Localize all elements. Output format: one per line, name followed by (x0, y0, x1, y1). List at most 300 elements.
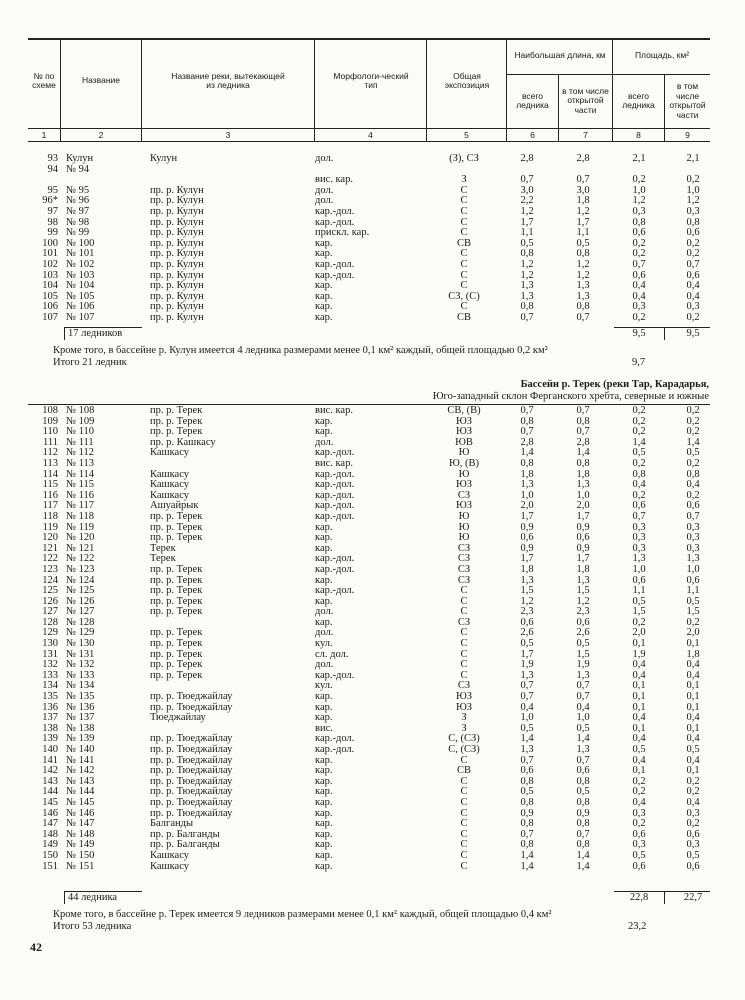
river-name: пр. р. Терек (150, 510, 203, 522)
length-total: 0,8 (520, 415, 534, 427)
length-open: 1,3 (576, 669, 590, 681)
glacier-name: № 145 (66, 796, 95, 808)
area-open: 0,4 (686, 733, 700, 745)
morph-type: вис. кар. (315, 174, 353, 186)
glacier-name: № 135 (66, 691, 95, 703)
exposure: СВ (456, 311, 471, 323)
area-open: 0,5 (686, 849, 700, 861)
river-name: пр. р. Кулун (150, 258, 204, 270)
row-number: 117 (42, 500, 58, 512)
row-number: 146 (42, 807, 58, 819)
area-total: 0,1 (632, 765, 646, 777)
river-name: пр. р. Терек (150, 405, 203, 416)
table-row (28, 576, 710, 587)
row-number: 139 (42, 733, 58, 745)
length-total: 1,3 (520, 669, 534, 681)
glacier-name: № 98 (66, 216, 90, 228)
glacier-name: № 114 (66, 468, 95, 480)
river-name: пр. р. Тюеджайлау (150, 691, 233, 703)
river-name: пр. р. Терек (150, 574, 203, 586)
river-name: пр. р. Балганды (150, 839, 220, 851)
table-row (28, 809, 710, 820)
morph-type: кул. (315, 638, 333, 650)
length-open: 0,9 (576, 542, 590, 554)
glacier-name: № 115 (66, 479, 95, 491)
length-total: 1,3 (520, 280, 534, 292)
row-number: 132 (42, 659, 58, 671)
exposure: Ю (458, 468, 470, 480)
row-number: 141 (42, 754, 58, 766)
exposure: С (460, 839, 468, 851)
area-total: 0,6 (632, 574, 646, 586)
area-open: 0,6 (686, 828, 700, 840)
exposure: С (460, 627, 468, 639)
length-total: 1,2 (520, 269, 534, 281)
row-number: 107 (42, 311, 58, 323)
exposure: СЗ (457, 680, 471, 692)
area-total: 0,1 (632, 701, 646, 713)
area-open: 0,1 (686, 722, 700, 734)
area-total: 0,2 (632, 457, 646, 469)
length-open: 1,4 (576, 849, 590, 861)
exposure: С, (СЗ) (448, 744, 480, 755)
exposure: Ю (458, 447, 470, 459)
table-row (28, 618, 710, 629)
section1-total-label: 17 ледников (68, 328, 123, 339)
area-open: 0,2 (686, 457, 700, 469)
length-open: 1,3 (576, 744, 590, 755)
morph-type: кар. (315, 860, 333, 872)
morph-type: кар. (315, 691, 333, 703)
area-total: 2,1 (632, 153, 646, 164)
table-row (28, 692, 710, 703)
area-total: 0,3 (632, 807, 646, 819)
glacier-name: № 150 (66, 849, 95, 861)
area-open: 0,8 (686, 216, 700, 228)
table-row (28, 745, 710, 756)
area-total: 0,3 (632, 542, 646, 554)
area-total: 1,5 (632, 606, 646, 618)
area-total: 0,2 (632, 311, 646, 323)
area-open: 0,3 (686, 301, 700, 313)
header-col-name: Название (82, 75, 120, 86)
exposure: Ю (458, 521, 470, 533)
morph-type: кар. (315, 828, 333, 840)
river-name: пр. р. Кулун (150, 269, 204, 281)
row-number: 118 (42, 510, 58, 522)
table-row (28, 448, 710, 459)
length-total: 0,5 (520, 237, 534, 249)
river-name: пр. р. Кашкасу (150, 436, 216, 448)
section2-itogo-value: 23,2 (628, 921, 647, 932)
area-open: 0,3 (686, 532, 700, 544)
length-open: 0,8 (576, 415, 590, 427)
table-row (28, 607, 710, 618)
glacier-name: № 105 (66, 290, 95, 302)
area-open: 0,2 (686, 786, 700, 798)
length-open: 2,3 (576, 606, 590, 618)
morph-type: прискл. кар. (315, 227, 370, 239)
morph-type: кар.-дол. (315, 258, 355, 270)
area-total: 0,2 (632, 237, 646, 249)
area-total: 0,5 (632, 849, 646, 861)
table-row (28, 671, 710, 682)
length-open: 0,6 (576, 532, 590, 544)
exposure: СЗ, (С) (448, 290, 480, 302)
length-total: 1,3 (520, 744, 534, 755)
exposure: СЗ (457, 616, 471, 628)
row-number: 113 (42, 457, 58, 469)
table-row (28, 628, 710, 639)
section2-total-label: 44 ледника (68, 892, 118, 903)
row-number: 135 (42, 691, 58, 703)
area-total: 0,2 (632, 775, 646, 787)
header-length-group: Наибольшая длина, км (514, 50, 606, 61)
page-number: 42 (30, 940, 42, 954)
length-total: 0,7 (520, 405, 534, 416)
exposure: С (460, 807, 468, 819)
length-open: 1,1 (576, 227, 590, 239)
area-total: 1,4 (632, 436, 646, 448)
row-number: 99 (47, 227, 58, 239)
morph-type: дол. (315, 184, 334, 196)
row-number: 138 (42, 722, 58, 734)
morph-type: кар. (315, 290, 333, 302)
row-number: 147 (42, 818, 58, 830)
table-row (28, 533, 710, 544)
area-open: 0,3 (686, 521, 700, 533)
row-number: 102 (42, 258, 58, 270)
area-total: 2,0 (632, 627, 646, 639)
table-row (28, 681, 710, 692)
area-open: 0,2 (686, 489, 700, 501)
glacier-name: № 140 (66, 744, 95, 755)
table-row (28, 239, 710, 250)
table-row (28, 218, 710, 229)
length-total: 0,8 (520, 775, 534, 787)
length-total: 1,4 (520, 733, 534, 745)
length-total: 1,8 (520, 563, 534, 575)
morph-type: кар.-дол. (315, 585, 355, 597)
area-open: 0,3 (686, 205, 700, 217)
area-open: 2,1 (686, 153, 700, 164)
area-open: 0,6 (686, 227, 700, 239)
morph-type: кар. (315, 574, 333, 586)
river-name: пр. р. Терек (150, 426, 203, 438)
river-name: Кулун (150, 153, 178, 164)
exposure: З (461, 174, 467, 186)
length-open: 0,4 (576, 701, 590, 713)
table-row (28, 228, 710, 239)
table-row (28, 406, 710, 417)
area-open: 0,1 (686, 691, 700, 703)
river-name: пр. р. Тюеджайлау (150, 754, 233, 766)
glacier-name: № 136 (66, 701, 95, 713)
table-row (28, 175, 710, 186)
header-col-area-total: всего ледника (622, 90, 655, 110)
area-open: 0,3 (686, 807, 700, 819)
river-name: пр. р. Тюеджайлау (150, 733, 233, 745)
length-total: 0,7 (520, 426, 534, 438)
glacier-name: № 102 (66, 258, 95, 270)
row-number: 123 (42, 563, 58, 575)
length-total: 0,9 (520, 521, 534, 533)
river-name: пр. р. Терек (150, 648, 203, 660)
morph-type: кар. (315, 595, 333, 607)
row-number: 150 (42, 849, 58, 861)
glacier-name: № 148 (66, 828, 95, 840)
header-col-number: № по схеме (32, 70, 56, 90)
glacier-name: № 120 (66, 532, 95, 544)
glacier-name: № 139 (66, 733, 95, 745)
river-name: пр. р. Терек (150, 606, 203, 618)
exposure: С (460, 595, 468, 607)
glacier-name: № 107 (66, 311, 95, 323)
exposure: С (460, 818, 468, 830)
river-name: Терек (150, 553, 176, 565)
area-total: 0,2 (632, 174, 646, 186)
exposure: СЗ (457, 489, 471, 501)
row-number: 137 (42, 712, 58, 724)
area-open: 0,4 (686, 712, 700, 724)
area-total: 1,0 (632, 184, 646, 196)
area-open: 0,4 (686, 479, 700, 491)
table-row (28, 565, 710, 576)
area-total: 0,6 (632, 269, 646, 281)
morph-type: кар. (315, 415, 333, 427)
exposure: Ю (458, 532, 470, 544)
exposure: СВ (456, 237, 471, 249)
area-open: 1,2 (686, 195, 700, 207)
river-name: пр. р. Кулун (150, 205, 204, 217)
glacier-name: № 103 (66, 269, 95, 281)
row-number: 130 (42, 638, 58, 650)
exposure: С (460, 659, 468, 671)
row-number: 110 (42, 426, 58, 438)
area-total: 0,3 (632, 532, 646, 544)
area-open: 1,1 (686, 585, 700, 597)
area-open: 0,2 (686, 174, 700, 186)
area-open: 0,2 (686, 237, 700, 249)
area-total: 0,3 (632, 205, 646, 217)
length-open: 1,8 (576, 195, 590, 207)
area-total: 0,1 (632, 691, 646, 703)
area-total: 0,4 (632, 669, 646, 681)
morph-type: кар.-дол. (315, 733, 355, 745)
area-total: 0,1 (632, 638, 646, 650)
length-total: 0,7 (520, 311, 534, 323)
length-total: 1,3 (520, 290, 534, 302)
length-total: 2,8 (520, 153, 534, 164)
section1-table (28, 154, 710, 324)
length-total: 0,8 (520, 248, 534, 260)
area-total: 0,6 (632, 860, 646, 872)
morph-type: кар. (315, 248, 333, 260)
area-total: 0,4 (632, 479, 646, 491)
morph-type: кар. (315, 818, 333, 830)
river-name: пр. р. Терек (150, 659, 203, 671)
glacier-name: № 138 (66, 722, 95, 734)
length-total: 0,7 (520, 174, 534, 186)
table-row (28, 501, 710, 512)
length-open: 0,8 (576, 775, 590, 787)
glacier-name: № 96 (66, 195, 90, 207)
exposure: С (460, 205, 468, 217)
area-total: 0,4 (632, 290, 646, 302)
length-open: 0,5 (576, 638, 590, 650)
table-row (28, 554, 710, 565)
length-open: 0,8 (576, 248, 590, 260)
length-open: 0,7 (576, 426, 590, 438)
area-open: 0,5 (686, 447, 700, 459)
table-row (28, 819, 710, 830)
glacier-name: № 119 (66, 521, 95, 533)
row-number: 109 (42, 415, 58, 427)
length-total: 1,9 (520, 659, 534, 671)
table-row (28, 281, 710, 292)
glacier-name: № 95 (66, 184, 90, 196)
river-name: Терек (150, 542, 176, 554)
morph-type: кар.-дол. (315, 447, 355, 459)
table-row (28, 165, 710, 176)
area-open: 0,2 (686, 818, 700, 830)
length-total: 0,7 (520, 754, 534, 766)
table-header (28, 38, 710, 144)
row-number: 94 (47, 163, 58, 175)
header-num: 1 (41, 130, 47, 140)
table-row (28, 660, 710, 671)
section2-total (28, 891, 710, 903)
row-number: 121 (42, 542, 58, 554)
table-row (28, 427, 710, 438)
morph-type: кар. (315, 237, 333, 249)
header-col-morph: Морфологи-ческий тип (333, 70, 409, 90)
length-total: 3,0 (520, 184, 534, 196)
header-number-rule (28, 128, 710, 129)
length-total: 1,0 (520, 489, 534, 501)
table-row (28, 438, 710, 449)
exposure: СЗ (457, 553, 471, 565)
glacier-name: № 129 (66, 627, 95, 639)
morph-type: кар. (315, 849, 333, 861)
area-open: 0,6 (686, 269, 700, 281)
row-number: 136 (42, 701, 58, 713)
area-open: 1,0 (686, 563, 700, 575)
river-name: пр. р. Кулун (150, 237, 204, 249)
morph-type: кар. (315, 807, 333, 819)
river-name: пр. р. Терек (150, 595, 203, 607)
header-num: 8 (636, 130, 641, 140)
table-row (28, 260, 710, 271)
row-number: 127 (42, 606, 58, 618)
exposure: З (461, 722, 467, 734)
area-total: 0,6 (632, 500, 646, 512)
length-open: 0,9 (576, 807, 590, 819)
row-number: 114 (42, 468, 58, 480)
river-name: пр. р. Тюеджайлау (150, 765, 233, 777)
section2-itogo: Итого 53 ледника (53, 921, 132, 932)
row-number: 144 (42, 786, 58, 798)
length-total: 1,3 (520, 574, 534, 586)
area-total: 0,7 (632, 510, 646, 522)
morph-type: дол. (315, 627, 334, 639)
length-total: 1,2 (520, 205, 534, 217)
river-name: пр. р. Кулун (150, 216, 204, 228)
exposure: С (460, 669, 468, 681)
length-total: 1,7 (520, 510, 534, 522)
glacier-name: № 123 (66, 563, 95, 575)
exposure: С (460, 606, 468, 618)
length-total: 0,8 (520, 301, 534, 313)
length-total: 0,8 (520, 796, 534, 808)
length-open: 1,7 (576, 510, 590, 522)
area-open: 0,1 (686, 701, 700, 713)
exposure: С (460, 648, 468, 660)
length-open: 2,0 (576, 500, 590, 512)
row-number: 119 (42, 521, 58, 533)
morph-type: дол. (315, 436, 334, 448)
area-total: 0,2 (632, 818, 646, 830)
section1-note: Кроме того, в бассейне р. Кулун имеется 4 ледника размерами менее 0,1 км² каждый, общей площадью 0,2 км² (53, 345, 548, 356)
row-number: 101 (42, 248, 58, 260)
area-open: 1,4 (686, 436, 700, 448)
table-row (28, 544, 710, 555)
area-total: 0,4 (632, 712, 646, 724)
morph-type: кар. (315, 616, 333, 628)
glacier-name: № 101 (66, 248, 95, 260)
table-row (28, 639, 710, 650)
length-total: 0,6 (520, 765, 534, 777)
area-total: 1,0 (632, 563, 646, 575)
length-total: 1,0 (520, 712, 534, 724)
area-open: 0,4 (686, 290, 700, 302)
morph-type: кар. (315, 311, 333, 323)
exposure: С (460, 258, 468, 270)
glacier-name: № 133 (66, 669, 95, 681)
morph-type: дол. (315, 153, 334, 164)
morph-type: кар. (315, 754, 333, 766)
exposure: С (460, 184, 468, 196)
area-total: 0,4 (632, 796, 646, 808)
river-name: Тюеджайлау (150, 712, 206, 724)
area-total: 0,2 (632, 786, 646, 798)
length-open: 0,8 (576, 301, 590, 313)
glacier-name: № 128 (66, 616, 95, 628)
exposure: СВ (456, 765, 471, 777)
morph-type: кар. (315, 712, 333, 724)
length-open: 1,4 (576, 860, 590, 872)
length-total: 0,6 (520, 616, 534, 628)
length-total: 2,2 (520, 195, 534, 207)
river-name: Кашкасу (150, 489, 189, 501)
area-total: 0,7 (632, 258, 646, 270)
river-name: пр. р. Терек (150, 585, 203, 597)
morph-type: кар. (315, 301, 333, 313)
river-name: Кашкасу (150, 860, 189, 872)
table-row (28, 512, 710, 523)
glacier-name: № 130 (66, 638, 95, 650)
river-name: пр. р. Терек (150, 521, 203, 533)
area-open: 0,7 (686, 258, 700, 270)
length-open: 0,8 (576, 839, 590, 851)
morph-type: кар. (315, 839, 333, 851)
morph-type: кар. (315, 426, 333, 438)
length-open: 1,4 (576, 733, 590, 745)
area-open: 2,0 (686, 627, 700, 639)
area-open: 0,1 (686, 638, 700, 650)
morph-type: кар.-дол. (315, 468, 355, 480)
exposure: Ю, (В) (448, 457, 480, 469)
